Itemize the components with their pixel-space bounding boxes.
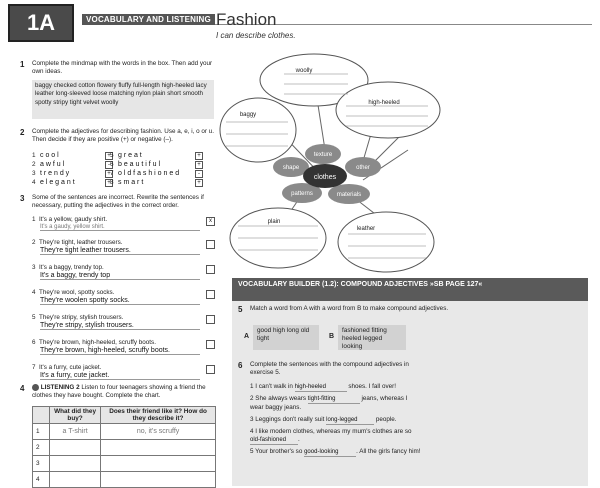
table-row: 4: [33, 472, 216, 488]
table-row: 2: [33, 440, 216, 456]
ex3-answer-line[interactable]: It's a gaudy, yellow shirt.: [40, 224, 200, 231]
ex3-item: 1 It's a yellow, gaudy shirt. It's a gaudy, yellow shirt. x: [32, 216, 216, 239]
mindmap-node-label: shape: [282, 165, 300, 171]
mindmap-node-label: other: [356, 165, 370, 171]
ex3-checkbox[interactable]: x: [206, 217, 215, 226]
mindmap-node-label: materials: [336, 192, 362, 198]
ex6-answer[interactable]: old-fashioned: [250, 436, 298, 445]
ex3-answer-line[interactable]: They're brown, high-heeled, scruffy boots.: [40, 347, 200, 355]
ex3-item: 7 It's a furry, cute jacket. It's a furry, cute jacket.: [32, 364, 216, 389]
ex6-item: 3 Leggings don't really suit long-legged people.: [250, 416, 422, 425]
word-leather: leather: [35, 90, 54, 98]
bubble-high-heeled[interactable]: [336, 82, 440, 138]
ex2-mark-box[interactable]: +: [195, 161, 203, 169]
ex3-answer-line[interactable]: They're woolen spotty socks.: [40, 297, 200, 305]
ex2-item: 4 e l e g a n t +: [32, 179, 122, 188]
ex3-number: 3: [20, 194, 25, 203]
word-matching: matching: [109, 90, 135, 98]
ex3-item: 5 They're stripy, stylish trousers. They're stripy, stylish trousers.: [32, 314, 216, 339]
ex4-cell[interactable]: [50, 456, 101, 472]
ex4-col2-header: Does their friend like it? How do they describe it?: [101, 407, 216, 424]
ex6-item: 2 She always wears tight-fitting jeans, whereas I wear baggy jeans.: [250, 395, 408, 412]
word-flowery: flowery: [96, 82, 117, 89]
word-short: short: [167, 90, 181, 98]
ex2-col-left: [32, 152, 122, 188]
ex5-box-b: fashioned fitting heeled legged looking: [338, 325, 406, 350]
word-long-sleeved: long-sleeved: [55, 90, 91, 98]
word-cotton: cotton: [78, 82, 96, 89]
ex4-cell[interactable]: [101, 456, 216, 472]
section-title: VOCABULARY AND LISTENING: [82, 14, 215, 25]
ex4-cell[interactable]: [50, 440, 101, 456]
ex3-item: 2 They're tight, leather trousers. They're tight leather trousers.: [32, 239, 216, 264]
page-title: Fashion: [216, 10, 277, 29]
word-loose: loose: [92, 90, 108, 98]
ex6-item: 1 I can't walk in high-heeled shoes. I fall over!: [250, 383, 422, 392]
ex3-checkbox[interactable]: [206, 315, 215, 324]
bubble-baggy[interactable]: [220, 98, 296, 162]
ex2-mark-box[interactable]: +: [105, 179, 113, 187]
ex1-number: 1: [20, 60, 25, 69]
bubble-word: woolly: [295, 68, 313, 74]
word-smooth: smooth: [182, 90, 203, 98]
bubble-word: leather: [356, 226, 376, 232]
ex3-item: 4 They're wool, spotty socks. They're woolen spotty socks.: [32, 289, 216, 314]
word-plain: plain: [152, 90, 166, 98]
ex2-col-right: [110, 152, 210, 188]
ex4-cell[interactable]: no, it's scruffy: [101, 424, 216, 440]
mindmap-node-label: patterns: [291, 191, 313, 197]
ex2-mark-box[interactable]: +: [105, 170, 113, 178]
word-tight: tight: [69, 98, 82, 106]
ex6-item: 4 I like modern clothes, whereas my mum's clothes are so old-fashioned .: [250, 428, 422, 445]
ex4-cell[interactable]: [101, 472, 216, 488]
ex2-mark-box[interactable]: -: [105, 161, 113, 169]
bubble-leather[interactable]: [338, 212, 434, 272]
mindmap-center-label: clothes: [313, 174, 337, 181]
ex6-answer[interactable]: high-heeled: [295, 383, 347, 392]
ex2-item: 5 g r e a t +: [110, 152, 210, 161]
ex3-checkbox[interactable]: [206, 240, 215, 249]
ex4-chart: [32, 406, 216, 488]
word-stripy: stripy: [53, 98, 69, 106]
ex6-instruction: Complete the sentences with the compound adjectives in exercise 5.: [250, 361, 409, 377]
ex3-item: 6 They're brown, high-heeled, scruffy boots. They're brown, high-heeled, scruffy boots.: [32, 339, 216, 364]
page-subtitle: I can describe clothes.: [216, 31, 296, 40]
ex3-answer-line[interactable]: They're tight leather trousers.: [40, 247, 200, 255]
ex6-number: 6: [238, 361, 243, 370]
ex3-checkbox[interactable]: [206, 290, 215, 299]
bubble-word: high-heeled: [368, 100, 400, 106]
word-full-length: full-length: [133, 82, 160, 89]
table-row: 1 a T-shirt no, it's scruffy: [33, 424, 216, 440]
ex3-answer-line[interactable]: It's a baggy, trendy top: [40, 272, 200, 280]
ex2-mark-box[interactable]: +: [195, 152, 203, 160]
word-high-heeled: high-heeled: [161, 82, 194, 89]
unit-badge: 1A: [8, 4, 74, 42]
ex3-list: [32, 216, 216, 389]
ex2-item: 2 a w f u l -: [32, 161, 122, 170]
ex5-box-a: good high long old tight: [253, 325, 319, 350]
word-woolly: woolly: [101, 98, 119, 106]
word-velvet: velvet: [83, 98, 100, 106]
ex6-answer[interactable]: good-looking: [304, 448, 356, 457]
ex4-cell[interactable]: [101, 440, 216, 456]
ex3-checkbox[interactable]: [206, 365, 215, 374]
ex3-answer-line[interactable]: They're stripy, stylish trousers.: [40, 322, 200, 330]
ex6-list: [250, 383, 422, 457]
ex2-mark-box[interactable]: -: [195, 170, 203, 178]
ex5-number: 5: [238, 305, 243, 314]
mindmap: [218, 50, 598, 275]
ex3-checkbox[interactable]: [206, 340, 215, 349]
ex2-item: 7 o l d f a s h i o n e d -: [110, 170, 210, 179]
ex3-instruction: Some of the sentences are incorrect. Rewrite the sentences if necessary, putting the adjectives in the correct order.: [32, 194, 204, 210]
bubble-word: baggy: [239, 112, 257, 118]
ex6-item: 5 Your brother's so good-looking . All the girls fancy him!: [250, 448, 422, 457]
word-nylon: nylon: [135, 90, 151, 98]
bubble-word: plain: [267, 219, 281, 225]
ex4-col1-header: What did they buy?: [50, 407, 101, 424]
audio-icon[interactable]: [32, 384, 39, 391]
ex6-answer[interactable]: long-legged: [326, 416, 374, 425]
ex3-item: 3 It's a baggy, trendy top. It's a baggy, trendy top: [32, 264, 216, 289]
vocab-builder-header: VOCABULARY BUILDER (1.2): COMPOUND ADJECTIVES »SB PAGE 127«: [232, 278, 588, 301]
ex1-word-box: [32, 80, 214, 119]
ex2-item: 3 t r e n d y +: [32, 170, 122, 179]
ex4-cell[interactable]: a T-shirt: [50, 424, 101, 440]
ex4-cell[interactable]: [50, 472, 101, 488]
ex2-instruction: Complete the adjectives for describing fashion. Use a, e, i, o or u. Then decide if they are positive (+) or negative (–).: [32, 128, 215, 144]
table-row: 3: [33, 456, 216, 472]
word-baggy: baggy: [35, 82, 52, 89]
word-checked: checked: [53, 82, 77, 89]
ex3-checkbox[interactable]: [206, 265, 215, 274]
ex2-item: 1 c o o l +: [32, 152, 122, 161]
ex2-mark-box[interactable]: +: [195, 179, 203, 187]
ex2-item: 6 b e a u t i f u l +: [110, 161, 210, 170]
ex4-instruction: LISTENING 2 Listen to four teenagers showing a friend the clothes they have bought. Complete the chart.: [32, 384, 206, 400]
ex5-label-a: A: [244, 333, 250, 340]
ex6-answer[interactable]: tight-fitting: [308, 395, 360, 404]
ex2-item: 8 s m a r t +: [110, 179, 210, 188]
word-fluffy: fluffy: [118, 82, 132, 89]
word-lacy: lacy: [195, 82, 207, 89]
word-spotty: spotty: [35, 98, 52, 106]
mindmap-node-label: texture: [313, 152, 333, 158]
ex5-label-b: B: [329, 333, 335, 340]
ex5-instruction: Match a word from A with a word from B to make compound adjectives.: [250, 305, 449, 312]
ex4-number: 4: [20, 384, 25, 393]
ex3-answer-line[interactable]: It's a furry, cute jacket.: [40, 372, 200, 380]
ex1-instruction: Complete the mindmap with the words in the box. Then add your own ideas.: [32, 60, 213, 76]
ex2-mark-box[interactable]: +: [105, 152, 113, 160]
ex2-number: 2: [20, 128, 25, 137]
